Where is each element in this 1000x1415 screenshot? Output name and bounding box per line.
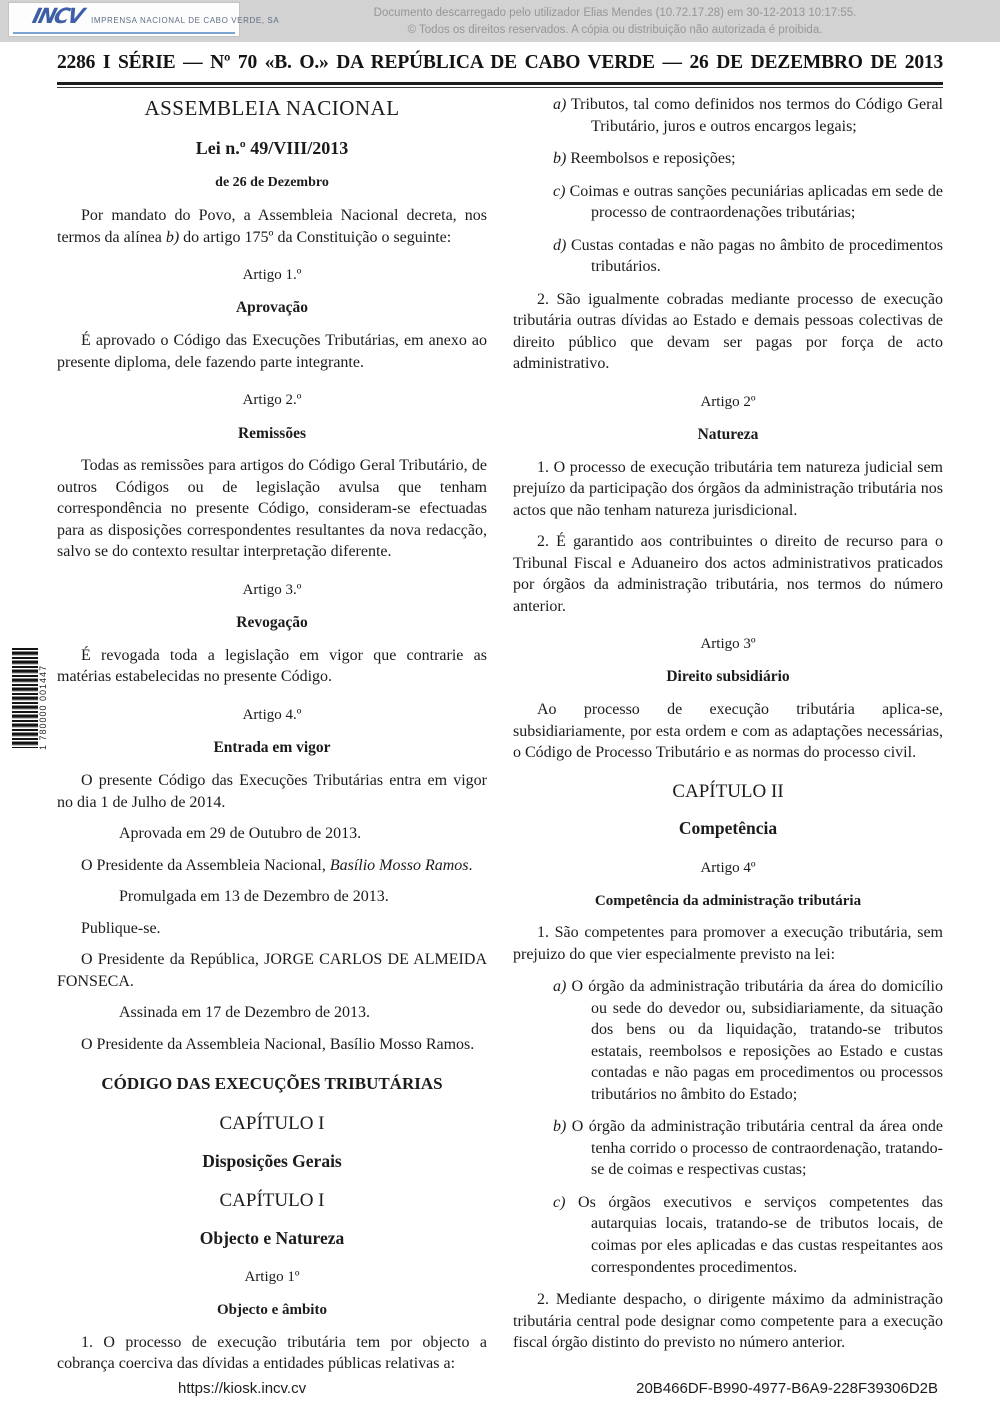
list-item-a bbox=[513, 94, 943, 137]
code-article-1-paragraph-2: 2. São igualmente cobradas mediante processo de execução tributária outras dívidas ao Estado e demais pessoas colectivas de direito público que devam ser pagas por força de acto administrativo. bbox=[513, 290, 943, 373]
chapter-2-title: Competência bbox=[678, 818, 778, 839]
gazette-masthead: 2286 I SÉRIE — Nº 70 «B. O.» DA REPÚBLICA DE CABO VERDE — 26 DE DEZEMBRO DE 2013 bbox=[57, 52, 943, 73]
list-item-c bbox=[513, 181, 943, 224]
article-3-title: Revogação bbox=[236, 614, 308, 632]
list-item-d-label: d) bbox=[553, 236, 567, 254]
code-article-4-paragraph-2: 2. Mediante despacho, o dirigente máximo da administração tributária central pode designar como competente para a execução fiscal órgão distinto do previsto no número anterior. bbox=[513, 1291, 943, 1352]
download-notice bbox=[260, 5, 970, 38]
list-item-a-text: Tributos, tal como definidos nos termos do Código Geral Tributário, juros e outros encargos legais; bbox=[570, 96, 943, 135]
article-4-title: Entrada em vigor bbox=[213, 739, 331, 757]
list-item-b-text: Reembolsos e reposições; bbox=[570, 150, 736, 168]
law-date: de 26 de Dezembro bbox=[215, 175, 329, 191]
president-assembly-name: Basílio Mosso Ramos bbox=[329, 856, 469, 874]
code-article-1-body: 1. O processo de execução tributária tem por objecto a cobrança coerciva das dívidas a entidades públicas relativas a: bbox=[57, 1333, 487, 1373]
president-republic-line: O Presidente da República, JORGE CARLOS DE ALMEIDA FONSECA. bbox=[57, 951, 487, 990]
incv-logo-icon: INCV bbox=[30, 4, 86, 28]
code-article-1-title: Objecto e âmbito bbox=[217, 1302, 327, 1319]
list-item-c-text: Coimas e outras sanções pecuniárias aplicadas em sede de processo de contraordenações tributárias; bbox=[569, 182, 943, 222]
org-title: ASSEMBLEIA NACIONAL bbox=[144, 96, 400, 120]
masthead-rule bbox=[57, 82, 943, 88]
document-id: 20B466DF-B990-4977-B6A9-228F39306D2B bbox=[636, 1380, 938, 1397]
barcode-icon bbox=[12, 648, 38, 748]
article-1-number: Artigo 1.º bbox=[242, 267, 302, 284]
president-assembly-line-2: O Presidente da Assembleia Nacional, Basílio Mosso Ramos. bbox=[81, 1035, 475, 1053]
code-article-2-title: Natureza bbox=[697, 425, 759, 443]
preamble-em: b) bbox=[165, 228, 180, 246]
publish-line: Publique-se. bbox=[81, 919, 161, 937]
list2-item-c bbox=[513, 1192, 943, 1278]
chapter-1b-title: Objecto e Natureza bbox=[199, 1227, 345, 1248]
list-item-d-text: Custas contadas e não pagas no âmbito de procedimentos tributários. bbox=[570, 236, 944, 276]
download-notice-line2: © Todos os direitos reservados. A cópia ou distribuição não autorizada é proibida. bbox=[407, 23, 823, 36]
incv-logo bbox=[8, 2, 280, 37]
article-3-body: É revogada toda a legislação em vigor que contrarie as matérias estabelecidas no presente Código. bbox=[57, 646, 487, 686]
page-footer bbox=[0, 1380, 1000, 1397]
chapter-1-title: Disposições Gerais bbox=[202, 1150, 342, 1171]
list2-item-a-text: O órgão da administração tributária da área do domicílio ou sede do devedor ou, subsidiariamente, da situação dos bens ou da liquidação, tratando-se tributos estatais, reembolsos e reposições ao Estado e custas contadas e não pagas em procedimentos ou processos tributários no âmbito do Estado; bbox=[571, 978, 944, 1103]
page-body bbox=[57, 92, 943, 1385]
code-article-4-paragraph-1: 1. São competentes para promover a execução tributária, sem prejuizo do que vier especialmente previsto na lei: bbox=[513, 924, 943, 963]
article-1-title: Aprovação bbox=[235, 299, 309, 317]
code-article-1-number: Artigo 1º bbox=[244, 1269, 300, 1286]
list2-item-b-text: O órgão da administração tributária central da área onde tenha corrido o processo de contraordenação, tratando-se de coimas e respectivas custas; bbox=[571, 1118, 944, 1179]
barcode-number: 1 780000 001447 bbox=[38, 664, 48, 750]
download-notice-bar bbox=[0, 0, 1000, 42]
article-4-number: Artigo 4.º bbox=[242, 706, 302, 723]
law-number: Lei n.º 49/VIII/2013 bbox=[195, 138, 349, 159]
article-3-number: Artigo 3.º bbox=[242, 581, 302, 598]
barcode bbox=[8, 646, 48, 750]
list-item-a-label: a) bbox=[553, 96, 567, 113]
left-column bbox=[57, 92, 487, 1385]
chapter-1-heading: CAPÍTULO I bbox=[219, 1113, 325, 1135]
code-article-3-paragraph-1: Ao processo de execução tributária aplica-se, subsidiariamente, por esta ordem e com as adaptações necessárias, o Código de Processo Tributário e as normas do processo civil. bbox=[513, 701, 943, 762]
list-item-b-label: b) bbox=[553, 150, 567, 168]
code-article-4-number: Artigo 4º bbox=[700, 859, 756, 876]
list-item-b bbox=[513, 148, 943, 170]
code-title: CÓDIGO DAS EXECUÇÕES TRIBUTÁRIAS bbox=[101, 1074, 443, 1094]
article-1-body: É aprovado o Código das Execuções Tributárias, em anexo ao presente diploma, dele fazendo parte integrante. bbox=[57, 332, 487, 371]
kiosk-url-link[interactable]: https://kiosk.incv.cv bbox=[178, 1380, 307, 1397]
incv-logo-name: IMPRENSA NACIONAL DE CABO VERDE, SA bbox=[91, 16, 280, 25]
list2-item-b-label: b) bbox=[553, 1118, 567, 1136]
article-2-title: Remissões bbox=[237, 424, 307, 442]
article-4-body: O presente Código das Execuções Tributárias entra em vigor no dia 1 de Julho de 2014. bbox=[57, 772, 487, 811]
list-item-c-label: c) bbox=[553, 182, 566, 200]
list2-item-c-label: c) bbox=[553, 1193, 566, 1211]
article-2-body: Todas as remissões para artigos do Código Geral Tributário, de outros Códigos ou de legislação avulsa que tenham correspondência no presente Código, consideram-se efectuadas para as disposições correspondentes resultantes da nova redacção, salvo se do contexto resultar interpretação diferente. bbox=[57, 457, 487, 561]
code-article-2-paragraph-2: 2. É garantido aos contribuintes o direito de recurso para o Tribunal Fiscal e Aduaneiro dos actos administrativos praticados por órgãos da administração tributária, nos termos do número anterior. bbox=[513, 533, 943, 615]
chapter-1b-heading: CAPÍTULO I bbox=[219, 1190, 325, 1212]
code-article-2-number: Artigo 2º bbox=[700, 393, 756, 410]
list-item-d bbox=[513, 235, 943, 278]
list2-item-a-label: a) bbox=[553, 978, 567, 996]
preamble-paragraph bbox=[57, 205, 487, 248]
code-article-2-paragraph-1: 1. O processo de execução tributária tem natureza judicial sem prejuízo da participação dos órgãos da administração tributária nos actos que não tenham natureza jurisdicional. bbox=[513, 458, 943, 519]
right-column bbox=[513, 92, 943, 1385]
president-assembly-pre: O Presidente da Assembleia Nacional, bbox=[81, 856, 330, 874]
preamble-post: do artigo 175º da Constituição o seguinte: bbox=[179, 228, 452, 246]
code-article-4-title: Competência da administração tributária bbox=[594, 893, 862, 910]
president-assembly-post: . bbox=[468, 856, 473, 874]
logo-underline bbox=[13, 32, 235, 34]
article-2-number: Artigo 2.º bbox=[242, 392, 302, 409]
signature-date-line: Assinada em 17 de Dezembro de 2013. bbox=[119, 1004, 371, 1022]
code-article-3-title: Direito subsidiário bbox=[666, 668, 790, 686]
promulgation-date-line: Promulgada em 13 de Dezembro de 2013. bbox=[119, 888, 389, 906]
code-article-3-number: Artigo 3º bbox=[700, 636, 756, 653]
list2-item-b bbox=[513, 1116, 943, 1181]
list2-item-a bbox=[513, 976, 943, 1105]
download-notice-line1: Documento descarregado pelo utilizador Elias Mendes (10.72.17.28) em 30-12-2013 10:17:55. bbox=[373, 7, 857, 19]
president-assembly-line bbox=[57, 855, 487, 877]
preamble-pre: Por mandato do Povo, a Assembleia Nacional decreta, nos termos da alínea bbox=[57, 207, 487, 246]
chapter-2-heading: CAPÍTULO II bbox=[672, 780, 784, 802]
list2-item-c-text: Os órgãos executivos e serviços competentes das autarquias locais, tratando-se de tributos locais, de coimas por eles aplicadas e das custas respeitantes aos correspondentes procedimentos. bbox=[578, 1193, 943, 1276]
approval-date-line: Aprovada em 29 de Outubro de 2013. bbox=[119, 825, 362, 843]
